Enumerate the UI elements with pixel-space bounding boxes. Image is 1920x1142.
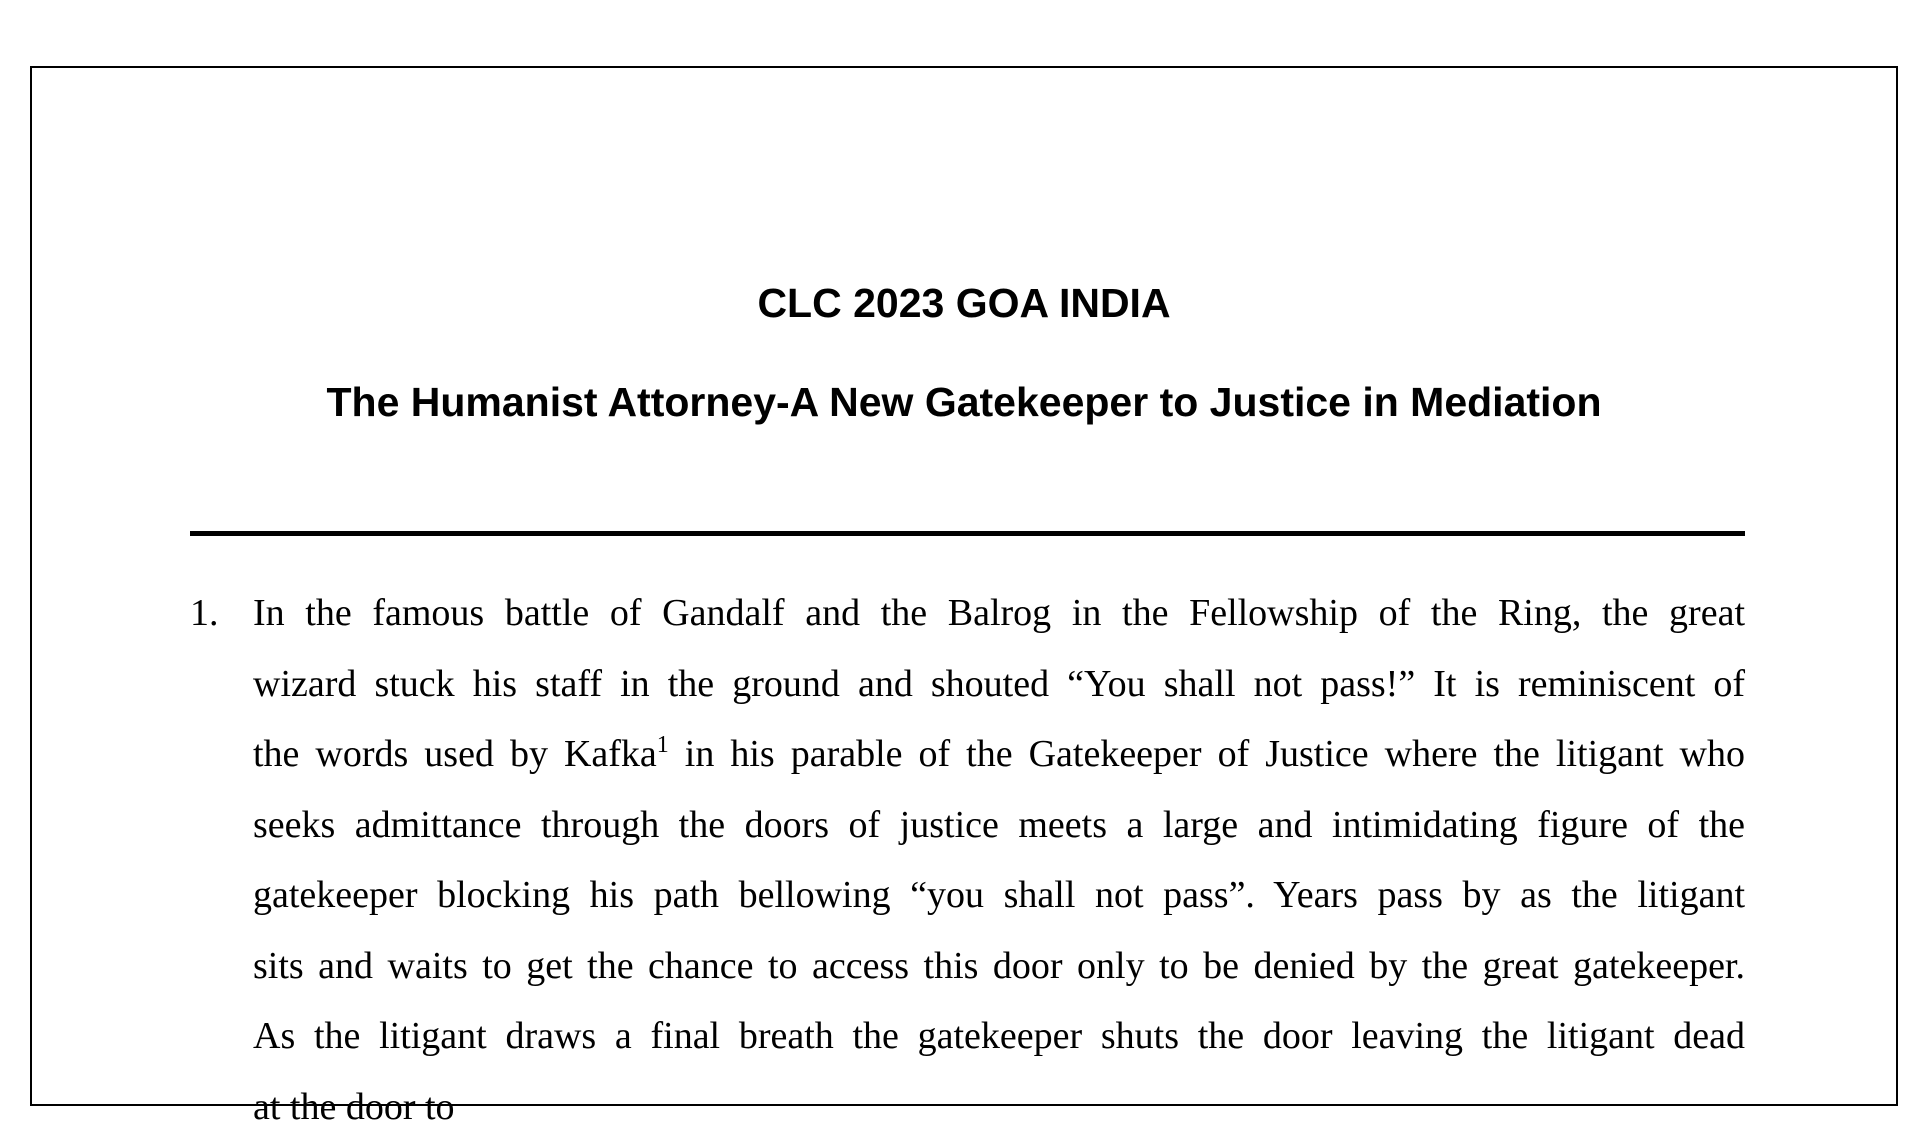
paragraph-line: sits and waits to get the chance to access this door only to be denied by the great gatekeeper. [253,931,1745,1002]
paper-title: The Humanist Attorney-A New Gatekeeper to Justice in Mediation [32,377,1896,427]
paragraph-number: 1. [190,578,219,649]
paragraph-line: In the famous battle of Gandalf and the Balrog in the Fellowship of the Ring, the great [253,578,1745,649]
paragraph-line: seeks admittance through the doors of justice meets a large and intimidating figure of the [253,790,1745,861]
line-text-part: in his parable of the Gatekeeper of Justice where the litigant who [685,733,1745,775]
paragraph-body [253,578,1745,1142]
footnote-reference[interactable]: 1 [657,732,669,758]
paragraph-line: gatekeeper blocking his path bellowing “you shall not pass”. Years pass by as the litigant [253,860,1745,931]
conference-title: CLC 2023 GOA INDIA [32,278,1896,328]
paragraph-1 [190,578,1745,1142]
horizontal-rule [190,531,1745,536]
paragraph-line: at the door to [253,1072,1745,1142]
paragraph-line: wizard stuck his staff in the ground and shouted “You shall not pass!” It is reminiscent of [253,649,1745,720]
paragraph-line: As the litigant draws a final breath the gatekeeper shuts the door leaving the litigant dead [253,1001,1745,1072]
paragraph-line [253,719,1745,790]
document-page [30,66,1898,1106]
line-text-part: the words used by Kafka [253,733,657,775]
